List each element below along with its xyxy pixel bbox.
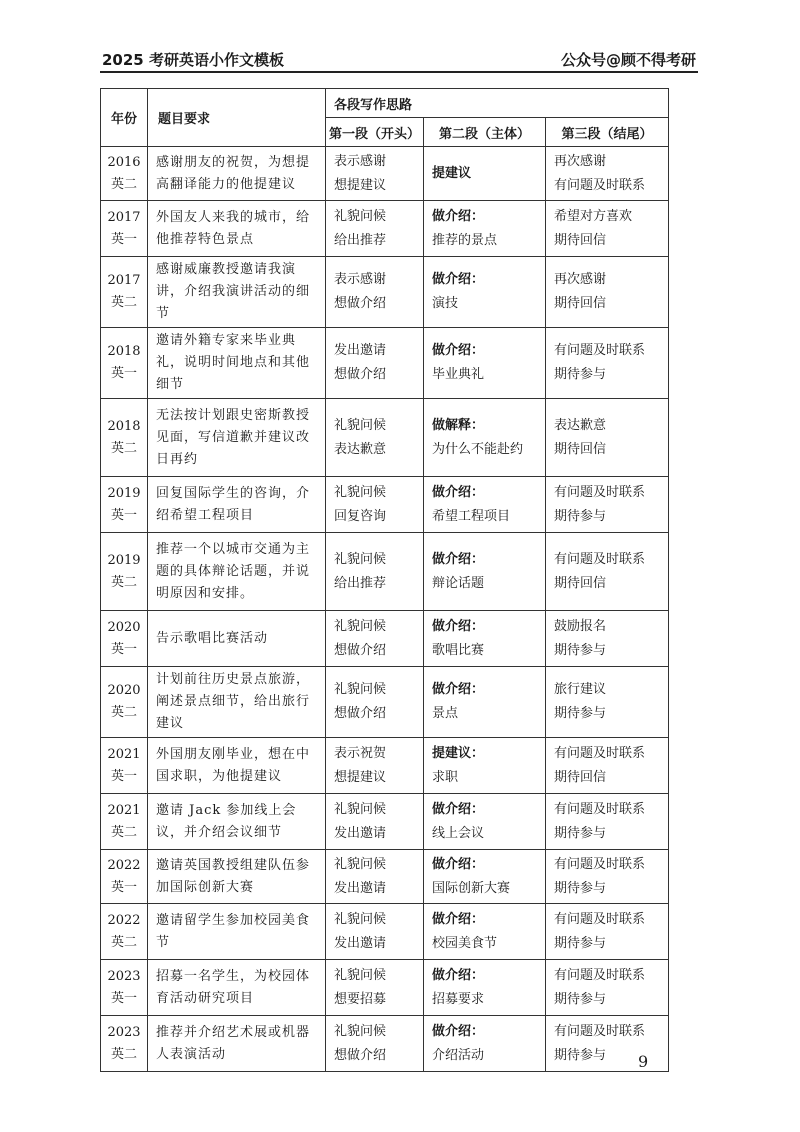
table-header (101, 89, 669, 147)
cell-paragraph-1 (326, 667, 424, 738)
essay-template-table (100, 88, 669, 1072)
p3-line-2: 期待参与 (554, 706, 607, 721)
p2-line-2: 推荐的景点 (432, 232, 498, 248)
cell-year (101, 794, 148, 850)
p3-line-2: 期待回信 (554, 769, 607, 785)
year-text: 2023 (107, 968, 141, 984)
cell-paragraph-1 (326, 738, 424, 794)
exam-type-text: 英一 (110, 641, 137, 657)
cell-topic: 邀请 Jack 参加线上会议，并介绍会议细节 (148, 794, 326, 850)
p2-line-2: 歌唱比赛 (432, 642, 485, 658)
account-name: 公众号@顾不得考研 (560, 51, 696, 69)
p2-line-1: 做介绍： (432, 343, 485, 358)
cell-paragraph-1 (326, 328, 424, 399)
cell-paragraph-3 (546, 328, 669, 399)
year-text: 2017 (107, 273, 141, 288)
p1-line-2: 发出邀请 (334, 935, 387, 951)
p3-line-1: 有问题及时联系 (554, 1023, 646, 1039)
p3-line-2: 期待参与 (554, 991, 607, 1007)
year-text: 2020 (107, 683, 141, 698)
cell-paragraph-2 (424, 611, 546, 667)
p3-line-1: 再次感谢 (554, 153, 607, 169)
cell-paragraph-1 (326, 1016, 424, 1072)
cell-paragraph-3 (546, 533, 669, 611)
cell-year (101, 960, 148, 1016)
cell-topic: 感谢朋友的祝贺，为想提高翻译能力的他提建议 (148, 147, 326, 201)
header-topic: 题目要求 (148, 89, 326, 147)
table-row (101, 611, 669, 667)
year-text: 2019 (107, 485, 141, 501)
cell-paragraph-2 (424, 904, 546, 960)
year-text: 2021 (107, 746, 141, 762)
year-text: 2021 (107, 802, 141, 818)
year-text: 2016 (107, 154, 141, 170)
p2-line-2: 毕业典礼 (432, 367, 485, 382)
cell-paragraph-3 (546, 1016, 669, 1072)
cell-topic: 告示歌唱比赛活动 (148, 611, 326, 667)
year-text: 2023 (107, 1024, 141, 1040)
p1-line-2: 想做介绍 (334, 706, 387, 721)
table-row (101, 904, 669, 960)
cell-paragraph-2 (424, 738, 546, 794)
p3-line-2: 期待参与 (554, 508, 607, 524)
table-row (101, 1016, 669, 1072)
document-title: 2025 考研英语小作文模板 (102, 51, 284, 69)
cell-paragraph-3 (546, 257, 669, 328)
exam-type-text: 英一 (110, 366, 137, 381)
cell-year (101, 477, 148, 533)
exam-type-text: 英一 (110, 507, 137, 523)
table-row (101, 738, 669, 794)
p1-line-1: 礼貌问候 (334, 551, 387, 567)
p3-line-2: 期待回信 (554, 296, 607, 311)
p1-line-1: 发出邀请 (334, 343, 387, 358)
cell-year (101, 738, 148, 794)
cell-paragraph-1 (326, 201, 424, 257)
p1-line-1: 礼貌问候 (334, 484, 387, 500)
p1-line-2: 想做介绍 (334, 1047, 387, 1063)
p1-line-1: 礼貌问候 (334, 682, 387, 697)
p1-line-1: 表示感谢 (334, 153, 387, 169)
p2-line-2: 招募要求 (432, 991, 485, 1007)
page-header (102, 46, 696, 72)
p3-line-2: 期待参与 (554, 642, 607, 658)
p3-line-1: 表达歉意 (554, 417, 607, 433)
p2-line-1: 做介绍： (432, 208, 485, 224)
cell-paragraph-2 (424, 477, 546, 533)
p2-line-1: 做介绍： (432, 682, 485, 697)
cell-topic: 外国友人来我的城市，给他推荐特色景点 (148, 201, 326, 257)
header-divider (100, 71, 698, 73)
p2-line-1: 做介绍： (432, 484, 485, 500)
table-row (101, 794, 669, 850)
cell-paragraph-1 (326, 399, 424, 477)
exam-type-text: 英二 (110, 295, 137, 310)
exam-type-text: 英二 (110, 440, 137, 456)
cell-paragraph-3 (546, 904, 669, 960)
p2-line-1: 做介绍： (432, 551, 485, 567)
cell-paragraph-3 (546, 738, 669, 794)
p1-line-1: 礼貌问候 (334, 801, 387, 817)
p1-line-2: 想做介绍 (334, 642, 387, 658)
p1-line-2: 发出邀请 (334, 825, 387, 841)
cell-paragraph-2 (424, 667, 546, 738)
cell-paragraph-2 (424, 257, 546, 328)
header-paragraph-1: 第一段（开头） (326, 118, 424, 147)
table-row (101, 477, 669, 533)
table-row (101, 201, 669, 257)
p3-line-1: 旅行建议 (554, 682, 607, 697)
p2-line-2: 校园美食节 (432, 935, 498, 951)
p1-line-1: 表示祝贺 (334, 745, 387, 761)
exam-type-text: 英一 (110, 879, 137, 895)
year-text: 2018 (107, 418, 141, 434)
table-row (101, 328, 669, 399)
cell-topic: 推荐一个以城市交通为主题的具体辩论话题，并说明原因和安排。 (148, 533, 326, 611)
cell-paragraph-1 (326, 850, 424, 904)
p3-line-1: 有问题及时联系 (554, 856, 646, 872)
p1-line-2: 想做介绍 (334, 296, 387, 311)
p3-line-2: 期待回信 (554, 441, 607, 457)
p1-line-1: 礼貌问候 (334, 208, 387, 224)
cell-topic: 计划前往历史景点旅游，阐述景点细节，给出旅行建议 (148, 667, 326, 738)
p2-line-1: 做介绍： (432, 911, 485, 927)
p2-line-1: 提建议： (432, 745, 485, 761)
header-paragraph-2: 第二段（主体） (424, 118, 546, 147)
cell-paragraph-1 (326, 960, 424, 1016)
p1-line-2: 想提建议 (334, 177, 387, 193)
cell-paragraph-2 (424, 533, 546, 611)
p3-line-1: 有问题及时联系 (554, 745, 646, 761)
table-row (101, 257, 669, 328)
p3-line-2: 期待参与 (554, 1047, 607, 1063)
p1-line-1: 礼貌问候 (334, 417, 387, 433)
cell-year (101, 904, 148, 960)
cell-year (101, 257, 148, 328)
cell-topic: 外国朋友刚毕业，想在中国求职，为他提建议 (148, 738, 326, 794)
p3-line-1: 有问题及时联系 (554, 484, 646, 500)
cell-year (101, 147, 148, 201)
cell-topic: 邀请英国教授组建队伍参加国际创新大赛 (148, 850, 326, 904)
table-row (101, 960, 669, 1016)
p1-line-1: 表示感谢 (334, 272, 387, 287)
cell-topic: 感谢威廉教授邀请我演讲，介绍我演讲活动的细节 (148, 257, 326, 328)
cell-topic: 回复国际学生的咨询，介绍希望工程项目 (148, 477, 326, 533)
cell-paragraph-1 (326, 257, 424, 328)
p2-line-1: 做介绍： (432, 618, 485, 634)
p1-line-1: 礼貌问候 (334, 911, 387, 927)
p1-line-2: 想做介绍 (334, 367, 387, 382)
cell-year (101, 850, 148, 904)
cell-paragraph-1 (326, 533, 424, 611)
cell-paragraph-3 (546, 477, 669, 533)
cell-paragraph-1 (326, 477, 424, 533)
cell-year (101, 201, 148, 257)
p1-line-2: 给出推荐 (334, 232, 387, 248)
p1-line-2: 发出邀请 (334, 880, 387, 896)
cell-paragraph-3 (546, 667, 669, 738)
table-row (101, 533, 669, 611)
p3-line-1: 希望对方喜欢 (554, 208, 633, 224)
cell-topic: 推荐并介绍艺术展或机器人表演活动 (148, 1016, 326, 1072)
p1-line-1: 礼貌问候 (334, 618, 387, 634)
cell-paragraph-2 (424, 147, 546, 201)
p1-line-2: 回复咨询 (334, 508, 387, 524)
p3-line-2: 期待回信 (554, 575, 607, 591)
table-row (101, 667, 669, 738)
p2-line-1: 做介绍： (432, 801, 485, 817)
exam-type-text: 英二 (110, 1046, 137, 1062)
p3-line-2: 期待参与 (554, 825, 607, 841)
table-row (101, 850, 669, 904)
p1-line-2: 表达歉意 (334, 441, 387, 457)
p2-line-2: 线上会议 (432, 825, 485, 841)
cell-year (101, 611, 148, 667)
exam-type-text: 英二 (110, 824, 137, 840)
p2-line-2: 景点 (432, 706, 459, 721)
p3-line-1: 有问题及时联系 (554, 967, 646, 983)
cell-paragraph-2 (424, 1016, 546, 1072)
year-text: 2018 (107, 344, 141, 359)
table-row (101, 147, 669, 201)
cell-paragraph-3 (546, 201, 669, 257)
p2-line-1: 做介绍： (432, 856, 485, 872)
cell-paragraph-1 (326, 611, 424, 667)
p2-line-2: 求职 (432, 769, 459, 785)
cell-year (101, 667, 148, 738)
year-text: 2020 (107, 619, 141, 635)
header-paragraph-ideas: 各段写作思路 (326, 89, 669, 118)
page-number: 9 (638, 1052, 649, 1071)
p3-line-2: 期待参与 (554, 367, 607, 382)
p2-line-2: 希望工程项目 (432, 508, 511, 524)
cell-paragraph-3 (546, 611, 669, 667)
year-text: 2017 (107, 209, 141, 225)
exam-type-text: 英二 (110, 705, 137, 720)
p3-line-1: 有问题及时联系 (554, 911, 646, 927)
p1-line-1: 礼貌问候 (334, 967, 387, 983)
exam-type-text: 英一 (110, 990, 137, 1006)
year-text: 2022 (107, 857, 141, 873)
p3-line-2: 有问题及时联系 (554, 177, 646, 193)
p2-line-1: 做介绍： (432, 272, 485, 287)
cell-paragraph-3 (546, 794, 669, 850)
cell-year (101, 533, 148, 611)
cell-paragraph-3 (546, 147, 669, 201)
p2-line-2: 国际创新大赛 (432, 880, 511, 896)
p2-line-2: 介绍活动 (432, 1047, 485, 1063)
p2-line-1: 提建议 (432, 165, 472, 181)
cell-paragraph-2 (424, 399, 546, 477)
exam-type-text: 英二 (110, 574, 137, 590)
p1-line-1: 礼貌问候 (334, 1023, 387, 1039)
p2-line-2: 演技 (432, 296, 459, 311)
p2-line-2: 为什么不能赴约 (432, 441, 524, 457)
table-row (101, 399, 669, 477)
cell-paragraph-1 (326, 147, 424, 201)
cell-paragraph-2 (424, 328, 546, 399)
table-body (101, 147, 669, 1072)
cell-topic: 邀请外籍专家来毕业典礼，说明时间地点和其他细节 (148, 328, 326, 399)
p3-line-1: 有问题及时联系 (554, 551, 646, 567)
p3-line-1: 有问题及时联系 (554, 801, 646, 817)
header-paragraph-3: 第三段（结尾） (546, 118, 669, 147)
year-text: 2022 (107, 912, 141, 928)
cell-paragraph-2 (424, 201, 546, 257)
p3-line-1: 再次感谢 (554, 272, 607, 287)
p3-line-2: 期待参与 (554, 880, 607, 896)
p2-line-1: 做介绍： (432, 967, 485, 983)
p1-line-2: 想要招募 (334, 991, 387, 1007)
cell-year (101, 328, 148, 399)
p1-line-1: 礼貌问候 (334, 856, 387, 872)
p3-line-1: 有问题及时联系 (554, 343, 646, 358)
cell-topic: 招募一名学生，为校园体育活动研究项目 (148, 960, 326, 1016)
cell-year (101, 1016, 148, 1072)
header-year: 年份 (101, 89, 148, 147)
cell-paragraph-2 (424, 850, 546, 904)
p2-line-2: 辩论话题 (432, 575, 485, 591)
year-text: 2019 (107, 552, 141, 568)
exam-type-text: 英一 (110, 768, 137, 784)
p1-line-2: 想提建议 (334, 769, 387, 785)
p3-line-2: 期待参与 (554, 935, 607, 951)
p2-line-1: 做介绍： (432, 1023, 485, 1039)
p3-line-1: 鼓励报名 (554, 618, 607, 634)
cell-topic: 邀请留学生参加校园美食节 (148, 904, 326, 960)
p1-line-2: 给出推荐 (334, 575, 387, 591)
p3-line-2: 期待回信 (554, 232, 607, 248)
cell-paragraph-3 (546, 850, 669, 904)
cell-year (101, 399, 148, 477)
cell-paragraph-3 (546, 399, 669, 477)
exam-type-text: 英二 (110, 176, 137, 192)
exam-type-text: 英一 (110, 231, 137, 247)
p2-line-1: 做解释： (432, 417, 485, 433)
cell-paragraph-2 (424, 960, 546, 1016)
cell-paragraph-2 (424, 794, 546, 850)
exam-type-text: 英二 (110, 934, 137, 950)
cell-topic: 无法按计划跟史密斯教授见面，写信道歉并建议改日再约 (148, 399, 326, 477)
cell-paragraph-1 (326, 904, 424, 960)
cell-paragraph-1 (326, 794, 424, 850)
cell-paragraph-3 (546, 960, 669, 1016)
